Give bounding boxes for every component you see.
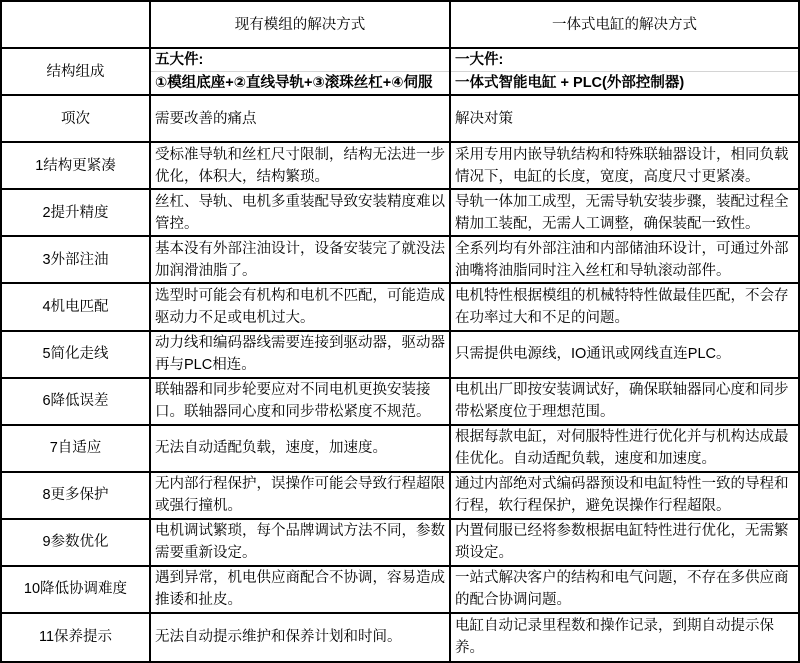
solution-cell: 电机出厂即按安装调试好，确保联轴器同心度和同步带松紧度位于理想范围。	[451, 379, 798, 426]
solution-cell: 采用专用内嵌导轨结构和特殊联轴器设计，相同负载情况下，电缸的长度，宽度，高度尺寸更紧凑。	[451, 143, 798, 190]
pain-point-cell: 无法自动适配负载，速度，加速度。	[151, 426, 451, 473]
pain-point-cell: 无法自动提示维护和保养计划和时间。	[151, 614, 451, 661]
header-corner-cell	[2, 2, 151, 49]
subheader-solution: 解决对策	[451, 96, 798, 143]
structure-module-line1: 五大件:	[151, 49, 449, 72]
row-label: 6降低误差	[2, 379, 151, 426]
row-label: 3外部注油	[2, 237, 151, 284]
row-label: 7自适应	[2, 426, 151, 473]
row-label: 9参数优化	[2, 520, 151, 567]
row-label: 11保养提示	[2, 614, 151, 661]
structure-module-line2: ①模组底座+②直线导轨+③滚珠丝杠+④伺服	[155, 75, 433, 92]
solution-cell: 内置伺服已经将参数根据电缸特性进行优化，无需繁琐设定。	[451, 520, 798, 567]
solution-cell: 通过内部绝对式编码器预设和电缸特性一致的导程和行程，软行程保护，避免误操作行程超限。	[451, 473, 798, 520]
pain-point-cell: 选型时可能会有机构和电机不匹配，可能造成驱动力不足或电机过大。	[151, 284, 451, 331]
pain-point-cell: 基本没有外部注油设计，设备安装完了就没法加润滑油脂了。	[151, 237, 451, 284]
row-label: 4机电匹配	[2, 284, 151, 331]
structure-cylinder-line1: 一大件:	[451, 49, 798, 72]
structure-cylinder-line2: 一体式智能电缸 + PLC(外部控制器)	[455, 75, 685, 92]
solution-cell: 电缸自动记录里程数和操作记录，到期自动提示保养。	[455, 618, 774, 657]
row-label: 8更多保护	[2, 473, 151, 520]
pain-point-cell: 电机调试繁琐，每个品牌调试方法不同，参数需要重新设定。	[151, 520, 451, 567]
pain-point-cell: 遇到异常，机电供应商配合不协调，容易造成推诿和扯皮。	[151, 567, 451, 614]
structure-cylinder-cell	[451, 49, 798, 96]
pain-point-cell: 丝杠、导轨、电机多重装配导致安装精度难以管控。	[151, 190, 451, 237]
solution-cell: 根据每款电缸，对伺服特性进行优化并与机构达成最佳优化。自动适配负载，速度和加速度。	[451, 426, 798, 473]
solution-cell: 电机特性根据模组的机械特特性做最佳匹配，不会存在功率过大和不足的问题。	[451, 284, 798, 331]
row-label: 1结构更紧凑	[2, 143, 151, 190]
header-module-column: 现有模组的解决方式	[151, 2, 451, 49]
solution-cell: 全系列均有外部注油和内部储油环设计，可通过外部油嘴将油脂同时注入丝杠和导轨滚动部件。	[451, 237, 798, 284]
pain-point-cell: 动力线和编码器线需要连接到驱动器，驱动器再与PLC相连。	[151, 332, 451, 379]
subheader-label: 项次	[2, 96, 151, 143]
row-label: 2提升精度	[2, 190, 151, 237]
structure-module-cell	[151, 49, 451, 96]
solution-cell: 导轨一体加工成型，无需导轨安装步骤，装配过程全精加工装配，无需人工调整，确保装配一致性。	[451, 190, 798, 237]
pain-point-cell: 无内部行程保护，误操作可能会导致行程超限或强行撞机。	[151, 473, 451, 520]
solution-cell: 一站式解决客户的结构和电气问题，不存在多供应商的配合协调问题。	[451, 567, 798, 614]
row-label: 10降低协调难度	[2, 567, 151, 614]
pain-point-cell: 联轴器和同步轮要应对不同电机更换安装接口。联轴器同心度和同步带松紧度不规范。	[151, 379, 451, 426]
pain-point-cell: 受标准导轨和丝杠尺寸限制，结构无法进一步优化，体积大，结构繁琐。	[151, 143, 451, 190]
solution-cell: 只需提供电源线，IO通讯或网线直连PLC。	[451, 332, 798, 379]
row-label: 5简化走线	[2, 332, 151, 379]
subheader-pain: 需要改善的痛点	[151, 96, 451, 143]
header-cylinder-column: 一体式电缸的解决方式	[451, 2, 798, 49]
structure-row-label: 结构组成	[2, 49, 151, 96]
